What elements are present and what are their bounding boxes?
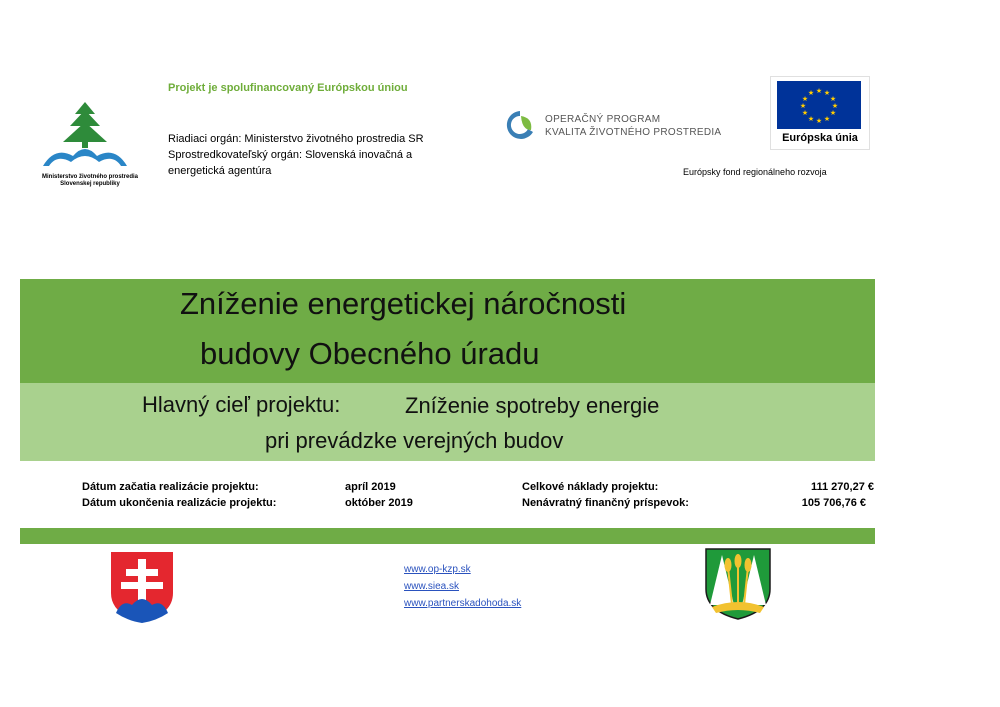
end-date-label: Dátum ukončenia realizácie projektu: (82, 497, 277, 509)
project-title-line1: Zníženie energetickej náročnosti (180, 286, 627, 321)
grant-value: 105 706,76 € (801, 497, 866, 509)
slovak-shield-icon (108, 549, 176, 625)
svg-text:★: ★ (799, 102, 807, 110)
grant-label: Nenávratný finančný príspevok: (522, 497, 689, 509)
municipality-coat-of-arms (704, 547, 772, 621)
svg-text:★: ★ (807, 89, 815, 97)
goal-text-line2: pri prevádzke verejných budov (265, 428, 564, 453)
svg-text:★: ★ (801, 109, 809, 117)
ministry-caption-line1: Ministerstvo životného prostredia (41, 174, 138, 180)
svg-text:★: ★ (831, 102, 839, 110)
eu-label: Európska únia (782, 132, 858, 144)
link-op-kzp[interactable]: www.op-kzp.sk (404, 564, 471, 575)
ministry-logo (35, 100, 145, 190)
ministry-caption-line2: Slovenskej republiky (60, 181, 120, 187)
total-cost-label: Celkové náklady projektu: (522, 481, 659, 493)
slovak-coat-of-arms (108, 549, 176, 625)
eu-logo (770, 76, 870, 150)
svg-text:★: ★ (807, 115, 815, 123)
svg-text:★: ★ (823, 89, 831, 97)
fund-label: Európsky fond regionálneho rozvoja (683, 167, 827, 177)
intermediate-body-text-1: Sprostredkovateľský orgán: Slovenská inovačná a (168, 149, 413, 161)
project-title-line2: budovy Obecného úradu (200, 336, 540, 371)
cofinanced-text: Projekt je spolufinancovaný Európskou úniou (168, 82, 408, 94)
start-date-value: apríl 2019 (345, 481, 396, 493)
link-siea[interactable]: www.siea.sk (404, 581, 460, 592)
goal-label: Hlavný cieľ projektu: (142, 392, 341, 417)
link-partnerska-dohoda[interactable]: www.partnerskadohoda.sk (404, 598, 522, 609)
svg-text:★: ★ (801, 95, 809, 103)
svg-text:★: ★ (815, 87, 823, 95)
municipality-shield-icon (704, 547, 772, 621)
eu-flag-icon (777, 81, 861, 129)
svg-text:★: ★ (829, 95, 837, 103)
op-logo (502, 108, 732, 146)
managing-authority-text: Riadiaci orgán: Ministerstvo životného prostredia SR (168, 133, 424, 145)
links-list (404, 561, 521, 612)
ministry-tree-icon (35, 100, 145, 170)
intermediate-body-text-2: energetická agentúra (168, 165, 272, 177)
end-date-value: október 2019 (345, 497, 413, 509)
op-leaf-icon (502, 108, 538, 144)
svg-text:★: ★ (815, 117, 823, 125)
svg-text:★: ★ (823, 115, 831, 123)
start-date-label: Dátum začatia realizácie projektu: (82, 481, 259, 493)
bottom-band (20, 528, 875, 544)
total-cost-value: 111 270,27 € (810, 481, 874, 493)
goal-text-line1: Zníženie spotreby energie (405, 393, 660, 418)
op-title-line1: OPERAČNÝ PROGRAM (545, 114, 661, 125)
svg-text:★: ★ (829, 109, 837, 117)
op-title-line2: KVALITA ŽIVOTNÉHO PROSTREDIA (545, 127, 722, 138)
